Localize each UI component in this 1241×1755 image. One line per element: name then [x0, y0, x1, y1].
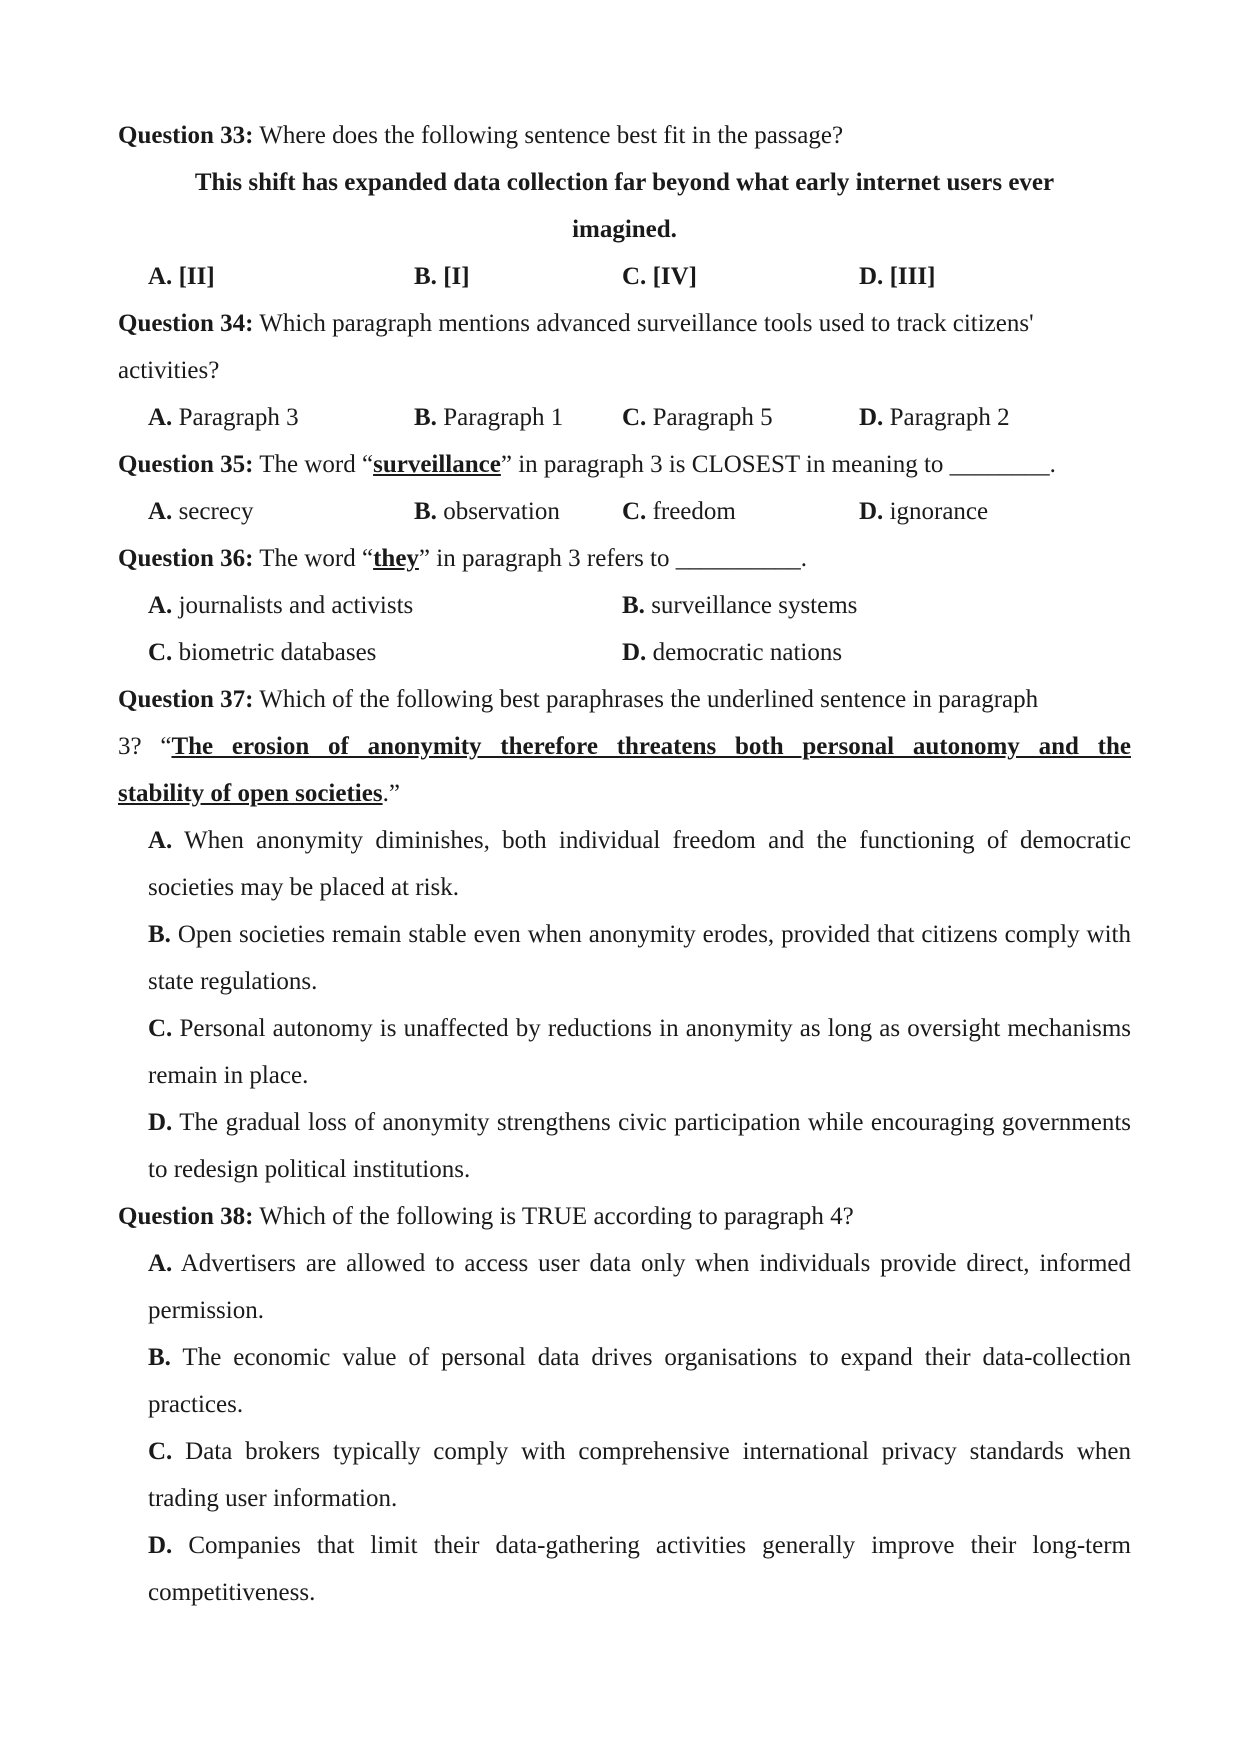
- option-b[interactable]: B. Paragraph 1: [414, 404, 564, 431]
- option-b[interactable]: B. Open societies remain stable even when anonymity erodes, provided that citizens comply with state regulations.: [148, 921, 1131, 995]
- question-34-label: Question 34:: [118, 310, 254, 337]
- question-34-text-line-2: activities?: [118, 357, 220, 384]
- question-35: Question 35: The word “surveillance” in paragraph 3 is CLOSEST in meaning to ________.: [118, 451, 1056, 478]
- option-c[interactable]: C. Personal autonomy is unaffected by reductions in anonymity as long as oversight mechanisms remain in place.: [148, 1015, 1131, 1089]
- question-36-options-row-1: [118, 582, 1131, 629]
- option-a[interactable]: A. journalists and activists: [148, 592, 414, 619]
- option-b[interactable]: B. surveillance systems: [622, 592, 858, 619]
- target-word: surveillance: [373, 451, 501, 478]
- option-c[interactable]: C. freedom: [622, 498, 736, 525]
- option-c[interactable]: C. biometric databases: [148, 639, 377, 666]
- question-34-options: [118, 394, 1131, 441]
- question-33-label: Question 33:: [118, 122, 254, 149]
- question-36-label: Question 36:: [118, 545, 254, 572]
- question-33-sentence-line-1: This shift has expanded data collection far beyond what early internet users ever: [194, 169, 1055, 196]
- question-37-quote-line-2: stability of open societies.”: [118, 780, 400, 807]
- question-33-sentence-line-2: imagined.: [572, 216, 677, 243]
- question-38-label: Question 38:: [118, 1203, 254, 1230]
- option-c[interactable]: C. [IV]: [622, 263, 697, 290]
- option-d[interactable]: D. The gradual loss of anonymity strengthens civic participation while encouraging governments to redesign political institutions.: [148, 1109, 1131, 1183]
- option-a[interactable]: A. [II]: [148, 263, 215, 290]
- underlined-sentence: The erosion of anonymity therefore threatens both personal autonomy and the: [171, 733, 1131, 760]
- option-d[interactable]: D. ignorance: [859, 498, 989, 525]
- question-37-quote-line-1: 3? “The erosion of anonymity therefore threatens both personal autonomy and the: [118, 733, 1131, 760]
- option-d[interactable]: D. democratic nations: [622, 639, 843, 666]
- question-33-options: [118, 253, 1131, 300]
- question-35-label: Question 35:: [118, 451, 254, 478]
- option-a[interactable]: A. secrecy: [148, 498, 254, 525]
- question-37-label: Question 37:: [118, 686, 254, 713]
- option-c[interactable]: C. Data brokers typically comply with comprehensive international privacy standards when trading user information.: [148, 1438, 1131, 1512]
- underlined-sentence-end: stability of open societies: [118, 780, 383, 807]
- question-34-text: Which paragraph mentions advanced surveillance tools used to track citizens': [253, 310, 1034, 337]
- option-a[interactable]: A. Paragraph 3: [148, 404, 299, 431]
- option-a[interactable]: A. When anonymity diminishes, both individual freedom and the functioning of democratic societies may be placed at risk.: [148, 827, 1131, 901]
- question-33: [118, 112, 1131, 159]
- option-d[interactable]: D. [III]: [859, 263, 936, 290]
- option-d[interactable]: D. Paragraph 2: [859, 404, 1010, 431]
- document-page: [118, 112, 1131, 1616]
- target-word: they: [373, 545, 419, 572]
- option-c[interactable]: C. Paragraph 5: [622, 404, 773, 431]
- question-36: Question 36: The word “they” in paragraph 3 refers to __________.: [118, 545, 807, 572]
- question-33-text: Where does the following sentence best fit in the passage?: [253, 122, 844, 149]
- option-a[interactable]: A. Advertisers are allowed to access user data only when individuals provide direct, informed permission.: [148, 1250, 1131, 1324]
- option-b[interactable]: B. The economic value of personal data drives organisations to expand their data-collection practices.: [148, 1344, 1131, 1418]
- question-38: Question 38: Which of the following is TRUE according to paragraph 4?: [118, 1203, 854, 1230]
- question-36-options-row-2: [118, 629, 1131, 676]
- question-37: Question 37: Which of the following best paraphrases the underlined sentence in paragraph: [118, 686, 1039, 713]
- option-d[interactable]: D. Companies that limit their data-gathering activities generally improve their long-term competitiveness.: [148, 1532, 1131, 1606]
- question-35-options: [118, 488, 1131, 535]
- question-34: [118, 300, 1131, 347]
- option-b[interactable]: B. [I]: [414, 263, 470, 290]
- option-b[interactable]: B. observation: [414, 498, 560, 525]
